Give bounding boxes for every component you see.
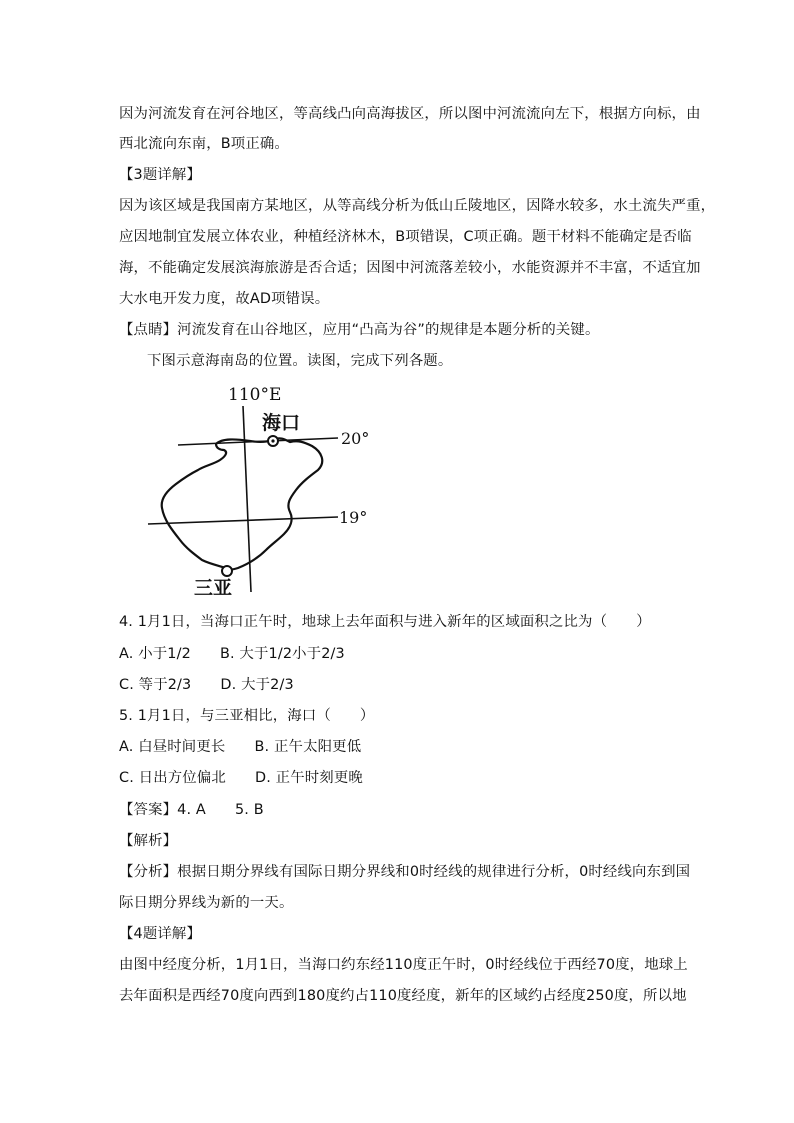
answer-line: 【答案】4. A 5. B (119, 802, 264, 818)
analysis-heading: 【解析】 (119, 833, 178, 849)
latitude-19-line (148, 517, 338, 524)
haikou-label: 海口 (262, 412, 301, 434)
paragraph-line: 西北流向东南，B项正确。 (119, 136, 289, 152)
latitude-19-label: 19° (339, 508, 368, 527)
figure-intro: 下图示意海南岛的位置。读图，完成下列各题。 (147, 353, 453, 369)
question-5-options-cd: C. 日出方位偏北 D. 正午时刻更晚 (119, 770, 363, 786)
haikou-marker-dot (271, 439, 274, 442)
paragraph-line: 际日期分界线为新的一天。 (119, 895, 294, 911)
paragraph-line: 海，不能确定发展滨海旅游是否合适；因图中河流落差较小，水能资源并不丰富，不适宜加 (119, 260, 701, 276)
question-5: 5. 1月1日，与三亚相比，海口（ ） (119, 708, 375, 724)
hainan-coastline (162, 438, 323, 569)
paragraph-line: 大水电开发力度，故AD项错误。 (119, 291, 330, 307)
paragraph-line: 由图中经度分析，1月1日，当海口约东经110度正午时，0时经线位于西经70度，地球上 (119, 957, 688, 973)
latitude-20-label: 20° (341, 429, 370, 448)
key-point-note: 【点睛】河流发育在山谷地区，应用“凸高为谷”的规律是本题分析的关键。 (119, 322, 600, 338)
section-heading-q3: 【3题详解】 (119, 167, 202, 183)
paragraph-line: 因为河流发育在河谷地区，等高线凸向高海拔区，所以图中河流流向左下，根据方向标，由 (119, 106, 701, 122)
paragraph-line: 应因地制宜发展立体农业，种植经济林木，B项错误，C项正确。题干材料不能确定是否临 (119, 229, 692, 245)
sanya-label: 三亚 (194, 577, 233, 599)
question-4-options-ab: A. 小于1/2 B. 大于1/2小于2/3 (119, 646, 345, 662)
meridian-110e-label: 110°E (228, 385, 282, 405)
question-4: 4. 1月1日，当海口正午时，地球上去年面积与进入新年的区域面积之比为（ ） (119, 614, 651, 630)
question-5-options-ab: A. 白昼时间更长 B. 正午太阳更低 (119, 739, 362, 755)
paragraph-line: 【分析】根据日期分界线有国际日期分界线和0时经线的规律进行分析，0时经线向东到国 (119, 864, 691, 880)
paragraph-line: 去年面积是西经70度向西到180度约占110度经度，新年的区域约占经度250度，所以地 (119, 988, 687, 1004)
hainan-island-map (140, 378, 390, 600)
question-4-options-cd: C. 等于2/3 D. 大于2/3 (119, 677, 294, 693)
paragraph-line: 因为该区域是我国南方某地区，从等高线分析为低山丘陵地区，因降水较多，水土流失严重， (119, 198, 716, 214)
section-heading-q4: 【4题详解】 (119, 926, 202, 942)
sanya-marker (222, 566, 232, 576)
